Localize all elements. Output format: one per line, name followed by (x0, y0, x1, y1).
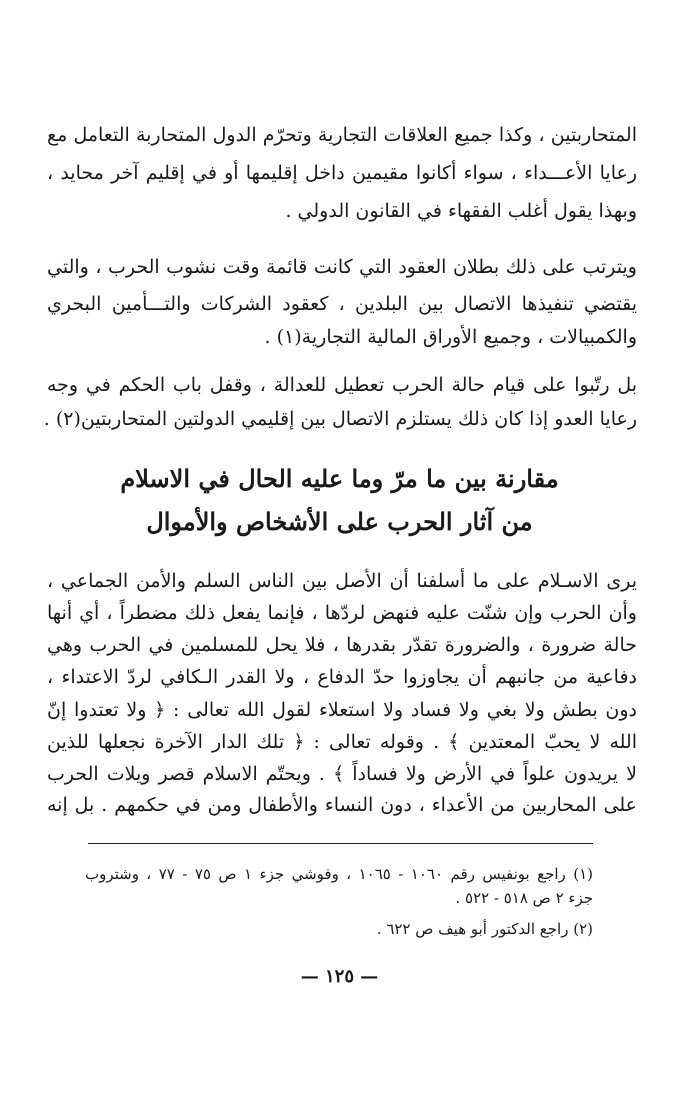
body-line: لا يريدون علواً في الأرض ولا فساداً ﴾ . ويحتّم الاسلام قصر ويلات الحرب (47, 763, 637, 785)
section-heading-line-2: من آثار الحرب على الأشخاص والأموال (146, 507, 533, 536)
body-line: يقتضي تنفيذها الاتصال بين البلدين ، كعقود الشركات والتـــأمين البحري (47, 293, 637, 315)
page-number: — ١٢٥ — (300, 966, 379, 987)
section-heading-line-1: مقارنة بين ما مرّ وما عليه الحال في الاسلام (120, 464, 559, 493)
footnote-2: (٢) راجع الدكتور أبو هيف ص ٦٢٢ . (376, 920, 593, 938)
body-line: وأن الحرب وإن شنّت عليه فنهض لردّها ، فإنما يفعل ذلك مضطراً ، أي أنها (47, 602, 637, 624)
footnote-1-line: جزء ٢ ص ٥١٨ - ٥٢٢ . (455, 889, 593, 907)
body-line: دفاعية من جانبهم أن يجاوزوا حدّ الدفاع ، ولا القدر الـكافي لردّ الاعتداء ، (47, 666, 637, 688)
body-line: على المحاربين من الأعداء ، دون النساء والأطفال ومن في حكمهم . بل إنه (47, 794, 637, 816)
body-line: والكمبيالات ، وجميع الأوراق المالية التجارية(١) . (264, 326, 637, 348)
body-line: رعايا الأعـــداء ، سواء أكانوا مقيمين داخل إقليمها أو في إقليم آخر محايد ، (47, 162, 637, 184)
body-line: المتحاربتين ، وكذا جميع العلاقات التجارية وتحرّم الدول المتحاربة التعامل مع (47, 124, 637, 146)
body-line: الله لا يحبّ المعتدين ﴾ . وقوله تعالى : ﴿ تلك الدار الآخرة نجعلها للذين (47, 731, 637, 753)
footnote-separator (88, 843, 593, 844)
body-line: رعايا العدو إذا كان ذلك يستلزم الاتصال بين إقليمي الدولتين المتحاربتين(٢) . (43, 408, 637, 430)
body-line: دون بطش ولا بغي ولا فساد ولا استعلاء لقول الله تعالى : ﴿ ولا تعتدوا إنّ (47, 699, 637, 721)
body-line: وبهذا يقول أغلب الفقهاء في القانون الدولي . (285, 200, 637, 222)
body-line: حالة ضرورة ، والضرورة تقدّر بقدرها ، فلا يحل للمسلمين في الحرب وهي (47, 634, 637, 656)
body-line: ويترتب على ذلك بطلان العقود التي كانت قائمة وقت نشوب الحرب ، والتي (47, 256, 637, 278)
body-line: يرى الاسـلام على ما أسلفنا أن الأصل بين الناس السلم والأمن الجماعي ، (47, 570, 637, 592)
footnote-1-line: (١) راجع بونفيس رقم ١٠٦٠ - ١٠٦٥ ، وفوشي جزء ١ ص ٧٥ - ٧٧ ، وشتروب (85, 865, 594, 883)
body-line: بل رتّبوا على قيام حالة الحرب تعطيل للعدالة ، وقفل باب الحكم في وجه (47, 374, 637, 396)
